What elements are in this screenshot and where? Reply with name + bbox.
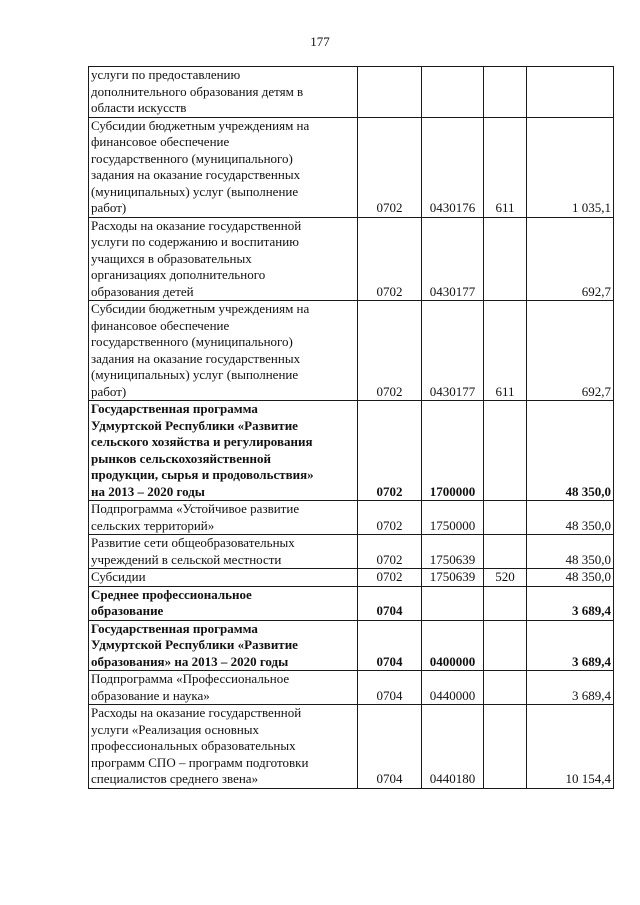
row-description: [89, 671, 358, 705]
description-line: на 2013 – 2020 годы: [91, 483, 205, 499]
description-line: продукции, сырья и продовольствия»: [91, 467, 314, 482]
description-line: учащихся в образовательных: [91, 250, 252, 266]
amount-cell: 48 350,0: [527, 501, 614, 535]
amount-cell: [527, 67, 614, 118]
row-description: [89, 301, 358, 401]
section-code-cell: 0704: [358, 671, 422, 705]
description-line: профессиональных образовательных: [91, 738, 296, 753]
description-line: задания на оказание государственных: [91, 167, 301, 182]
description-line: сельского хозяйства и регулирования: [91, 434, 313, 449]
page-number: 177: [310, 34, 330, 49]
table-row: [89, 117, 614, 217]
section-code-cell: [358, 67, 422, 118]
target-code-cell: 1750639: [422, 569, 484, 587]
target-code-cell: 1750000: [422, 501, 484, 535]
expense-type-cell: [484, 586, 527, 620]
expense-type-cell: [484, 671, 527, 705]
table-row: [89, 535, 614, 569]
description-line: организациях дополнительного: [91, 267, 266, 282]
description-line: Расходы на оказание государственной: [91, 705, 302, 720]
description-line: образование: [91, 603, 164, 618]
row-description: [89, 67, 358, 118]
section-code-cell: 0702: [358, 217, 422, 301]
section-code-cell: 0702: [358, 569, 422, 587]
row-description: [89, 117, 358, 217]
target-code-cell: 0440180: [422, 705, 484, 789]
description-line: (муниципальных) услуг (выполнение: [91, 367, 299, 382]
row-description: [89, 217, 358, 301]
row-description: [89, 620, 358, 671]
amount-cell: 692,7: [527, 217, 614, 301]
amount-cell: 3 689,4: [527, 586, 614, 620]
row-description: [89, 586, 358, 620]
description-line: финансовое обеспечение: [91, 134, 230, 149]
target-code-cell: 0430177: [422, 217, 484, 301]
description-line: работ): [91, 200, 127, 215]
row-description: [89, 501, 358, 535]
description-line: услуги по предоставлению: [91, 67, 241, 82]
table-row: [89, 705, 614, 789]
section-code-cell: 0702: [358, 301, 422, 401]
description-line: Расходы на оказание государственной: [91, 217, 302, 233]
expense-type-cell: [484, 217, 527, 301]
table-row: [89, 217, 614, 301]
amount-cell: 10 154,4: [527, 705, 614, 789]
row-description: [89, 401, 358, 501]
section-code-cell: 0704: [358, 586, 422, 620]
section-code-cell: 0702: [358, 401, 422, 501]
expense-type-cell: 520: [484, 569, 527, 587]
description-line: Подпрограмма «Профессиональное: [91, 671, 290, 686]
section-code-cell: 0702: [358, 535, 422, 569]
budget-table: [88, 66, 614, 789]
description-line: финансовое обеспечение: [91, 317, 230, 333]
description-line: области искусств: [91, 100, 187, 115]
expense-type-cell: 611: [484, 117, 527, 217]
target-code-cell: 0440000: [422, 671, 484, 705]
amount-cell: 48 350,0: [527, 569, 614, 587]
row-description: [89, 705, 358, 789]
description-line: учреждений в сельской местности: [91, 551, 282, 567]
section-code-cell: 0704: [358, 620, 422, 671]
target-code-cell: 1750639: [422, 535, 484, 569]
expense-type-cell: [484, 67, 527, 118]
target-code-cell: 0400000: [422, 620, 484, 671]
description-line: Подпрограмма «Устойчивое развитие: [91, 501, 300, 516]
description-line: услуги по содержанию и воспитанию: [91, 234, 299, 249]
expense-type-cell: [484, 401, 527, 501]
description-line: Субсидии: [91, 569, 146, 584]
target-code-cell: 1700000: [422, 401, 484, 501]
section-code-cell: 0702: [358, 501, 422, 535]
description-line: государственного (муниципального): [91, 334, 293, 349]
expense-type-cell: [484, 501, 527, 535]
description-line: (муниципальных) услуг (выполнение: [91, 183, 299, 199]
description-line: услуги «Реализация основных: [91, 721, 260, 737]
table-row: [89, 301, 614, 401]
description-line: Государственная программа: [91, 401, 258, 416]
description-line: Удмуртской Республики «Развитие: [91, 637, 298, 652]
target-code-cell: 0430176: [422, 117, 484, 217]
amount-cell: 48 350,0: [527, 401, 614, 501]
target-code-cell: [422, 67, 484, 118]
description-line: специалистов среднего звена»: [91, 771, 259, 786]
amount-cell: 3 689,4: [527, 620, 614, 671]
description-line: задания на оказание государственных: [91, 350, 301, 366]
row-description: [89, 569, 358, 587]
description-line: Субсидии бюджетным учреждениям на: [91, 301, 310, 316]
description-line: Среднее профессиональное: [91, 586, 252, 602]
row-description: [89, 535, 358, 569]
description-line: Государственная программа: [91, 620, 258, 636]
target-code-cell: [422, 586, 484, 620]
description-line: образования детей: [91, 283, 194, 299]
expense-type-cell: [484, 705, 527, 789]
description-line: образование и наука»: [91, 687, 210, 703]
amount-cell: 3 689,4: [527, 671, 614, 705]
expense-type-cell: [484, 535, 527, 569]
amount-cell: 692,7: [527, 301, 614, 401]
budget-table-body: [89, 67, 614, 789]
description-line: Удмуртской Республики «Развитие: [91, 417, 298, 433]
table-row: [89, 401, 614, 501]
expense-type-cell: [484, 620, 527, 671]
table-row: [89, 501, 614, 535]
description-line: дополнительного образования детям в: [91, 83, 304, 99]
expense-type-cell: 611: [484, 301, 527, 401]
amount-cell: 1 035,1: [527, 117, 614, 217]
description-line: государственного (муниципального): [91, 150, 293, 166]
description-line: Развитие сети общеобразовательных: [91, 535, 295, 550]
table-row: [89, 671, 614, 705]
table-row: [89, 67, 614, 118]
description-line: рынков сельскохозяйственной: [91, 450, 271, 466]
description-line: сельских территорий»: [91, 517, 215, 533]
section-code-cell: 0702: [358, 117, 422, 217]
table-row: [89, 620, 614, 671]
description-line: программ СПО – программ подготовки: [91, 754, 309, 770]
description-line: Субсидии бюджетным учреждениям на: [91, 117, 310, 133]
table-row: [89, 586, 614, 620]
amount-cell: 48 350,0: [527, 535, 614, 569]
description-line: работ): [91, 383, 127, 399]
section-code-cell: 0704: [358, 705, 422, 789]
table-row: [89, 569, 614, 587]
target-code-cell: 0430177: [422, 301, 484, 401]
description-line: образования» на 2013 – 2020 годы: [91, 653, 289, 669]
